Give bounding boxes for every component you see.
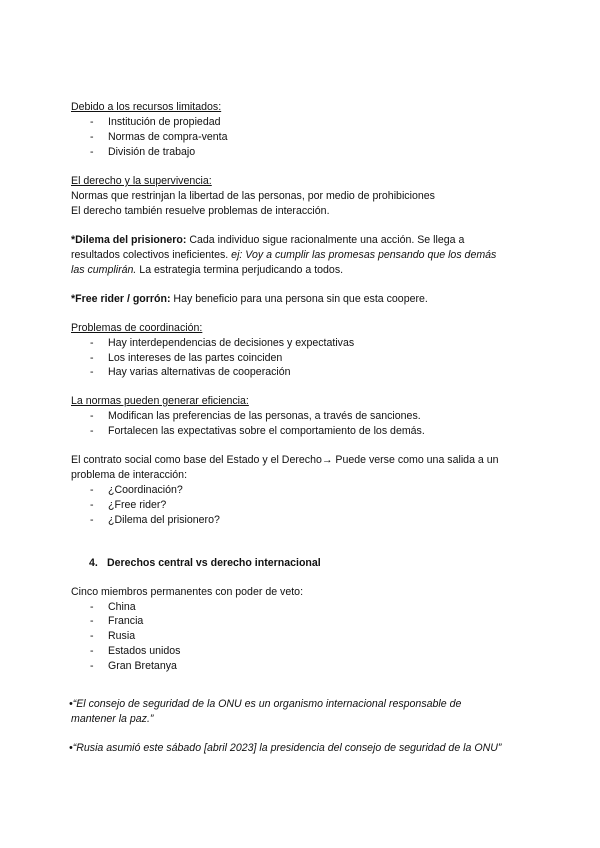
list-item-text: Estados unidos bbox=[108, 645, 181, 657]
dash: - bbox=[90, 484, 94, 496]
list-item bbox=[90, 425, 425, 438]
derecho-line: El derecho también resuelve problemas de interacción. bbox=[71, 205, 330, 217]
quote-1-line-2: mantener la paz.” bbox=[71, 713, 154, 725]
dash: - bbox=[90, 425, 94, 437]
coordinacion-title: Problemas de coordinación: bbox=[71, 322, 203, 334]
list-item bbox=[90, 499, 166, 512]
list-item bbox=[90, 514, 220, 527]
dash: - bbox=[90, 131, 94, 143]
list-item-text: Institución de propiedad bbox=[108, 116, 221, 128]
dash: - bbox=[90, 601, 94, 613]
list-item-text: ¿Coordinación? bbox=[108, 484, 183, 496]
dash: - bbox=[90, 410, 94, 422]
dilema-term: *Dilema del prisionero: bbox=[71, 234, 187, 246]
list-item bbox=[90, 116, 221, 129]
list-item-text: ¿Dilema del prisionero? bbox=[108, 514, 220, 526]
dash: - bbox=[90, 660, 94, 672]
dash: - bbox=[90, 352, 94, 364]
quote-2: •“Rusia asumió este sábado [abril 2023] la presidencia del consejo de seguridad de la ONU” bbox=[69, 742, 502, 754]
list-item-text: Fortalecen las expectativas sobre el comportamiento de los demás. bbox=[108, 425, 425, 437]
dash: - bbox=[90, 116, 94, 128]
dilema-example: las cumplirán. bbox=[71, 264, 137, 276]
dilema-line-3 bbox=[71, 264, 343, 277]
list-item bbox=[90, 146, 195, 159]
list-item bbox=[90, 601, 136, 614]
list-item bbox=[90, 366, 291, 379]
dilema-example: ej: Voy a cumplir las promesas pensando que los demás bbox=[231, 249, 497, 261]
dilema-line-1 bbox=[71, 234, 464, 247]
list-item bbox=[90, 615, 143, 628]
list-item bbox=[90, 630, 135, 643]
dilema-text: La estrategia termina perjudicando a todos. bbox=[136, 264, 344, 276]
list-item-text: Rusia bbox=[108, 630, 136, 642]
list-item-text: Hay varias alternativas de cooperación bbox=[108, 366, 291, 378]
list-item bbox=[90, 337, 354, 350]
eficiencia-title: La normas pueden generar eficiencia: bbox=[71, 395, 249, 407]
freerider-term: *Free rider / gorrón: bbox=[71, 293, 171, 305]
list-item-text: Francia bbox=[108, 615, 144, 627]
list-item bbox=[90, 410, 421, 423]
list-item-text: Los intereses de las partes coinciden bbox=[108, 352, 283, 364]
dilema-text: Cada individuo sigue racionalmente una acción. Se llega a bbox=[186, 234, 465, 246]
list-item bbox=[90, 660, 177, 673]
quote-1-line-1: •“El consejo de seguridad de la ONU es un organismo internacional responsable de bbox=[69, 698, 462, 710]
dash: - bbox=[90, 645, 94, 657]
list-item bbox=[90, 645, 180, 658]
dash: - bbox=[90, 615, 94, 627]
contrato-line-1: El contrato social como base del Estado y el Derecho→ Puede verse como una salida a un bbox=[71, 454, 499, 466]
list-item-text: ¿Free rider? bbox=[108, 499, 167, 511]
dash: - bbox=[90, 337, 94, 349]
dash: - bbox=[90, 499, 94, 511]
freerider-text: Hay beneficio para una persona sin que esta coopere. bbox=[170, 293, 428, 305]
veto-title: Cinco miembros permanentes con poder de veto: bbox=[71, 586, 304, 598]
derecho-title: El derecho y la supervivencia: bbox=[71, 175, 212, 187]
list-item bbox=[90, 352, 282, 365]
dash: - bbox=[90, 630, 94, 642]
freerider-line bbox=[71, 293, 428, 306]
list-item-text: División de trabajo bbox=[108, 146, 196, 158]
list-item-text: Gran Bretanya bbox=[108, 660, 177, 672]
derecho-line: Normas que restrinjan la libertad de las personas, por medio de prohibiciones bbox=[71, 190, 435, 202]
dash: - bbox=[90, 514, 94, 526]
list-item-text: Hay interdependencias de decisiones y expectativas bbox=[108, 337, 355, 349]
dilema-line-2 bbox=[71, 249, 496, 262]
heading-title: Derechos central vs derecho internacional bbox=[107, 557, 321, 569]
recursos-title: Debido a los recursos limitados: bbox=[71, 101, 222, 113]
list-item bbox=[90, 484, 183, 497]
dilema-text: resultados colectivos ineficientes. bbox=[71, 249, 232, 261]
list-item-text: China bbox=[108, 601, 136, 613]
dash: - bbox=[90, 146, 94, 158]
list-item bbox=[90, 131, 228, 144]
heading-number: 4. bbox=[89, 557, 98, 569]
list-item-text: Modifican las preferencias de las personas, a través de sanciones. bbox=[108, 410, 421, 422]
dash: - bbox=[90, 366, 94, 378]
contrato-line-2: problema de interacción: bbox=[71, 469, 188, 481]
section-heading-4 bbox=[89, 557, 321, 570]
list-item-text: Normas de compra-venta bbox=[108, 131, 228, 143]
